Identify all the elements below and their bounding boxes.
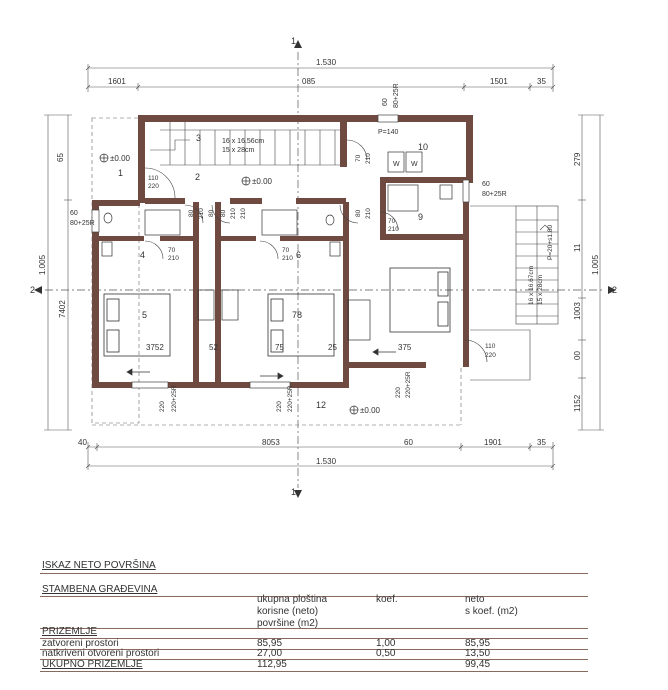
col-header-net-2: s koef. (m2) [465,606,518,617]
room-number-3: 3 [196,133,202,143]
door-label-5a: 80 [355,209,362,217]
wardrobe-5 [198,290,214,320]
stairs-right [470,206,558,380]
room-number-9: 9 [418,212,424,222]
dim-right-1: 279 [573,152,582,166]
dim-bottom-seg2: 8053 [262,438,280,447]
door-label-7a: 70 [355,154,362,162]
dim-bottom-seg3: 60 [404,438,413,447]
stair-top-line2: 15 x 28cm [222,147,255,154]
dim-bottom-seg1: 40 [78,438,87,447]
total-net: 99,45 [465,659,491,670]
table-rule-3 [40,628,588,629]
window-label-4: P=140 [378,129,399,136]
level-1: ±0.00 [110,154,130,163]
door-label-6b: 210 [282,255,293,262]
col-header-area-2: korisne (neto) [257,606,319,617]
window-label-5: 220+25R [171,385,178,412]
toilet-4 [104,213,112,223]
door-label-9a: 70 [388,218,396,225]
dim-bottom-seg4: 1901 [484,438,502,447]
sink-6 [330,242,340,256]
room-number-4: 4 [140,250,146,260]
room-number-78: 78 [292,310,303,320]
sink-9 [440,185,452,199]
door-label-2b: 210 [168,255,179,262]
dimension-lines-top [86,64,555,92]
room-dim-e: 375 [398,343,412,352]
room-number-12: 12 [316,400,327,410]
dim-top-total: 1.530 [316,58,337,67]
dim-right-6: 1152 [573,394,582,412]
window-label-10: 220 [395,387,402,398]
window-label-9: 220+25R [405,371,412,398]
room-number-10: 10 [418,142,429,152]
shower-6 [262,210,297,235]
shower-9 [388,185,418,211]
shower-4 [145,210,180,235]
door-label-10b: 220 [485,352,496,359]
row-1-area: 85,95 [257,638,283,649]
window-label-6: 220 [159,401,166,412]
table-rule-1 [40,573,588,574]
stair-top-line1: 16 x 16.56cm [222,138,265,145]
window-label-7: 220+25R [287,385,294,412]
level-3: ±0.00 [360,406,380,415]
table-rule-7 [40,671,588,672]
table-rule-4 [40,638,588,639]
wardrobe-6 [222,290,238,320]
dim-left-3: 7402 [58,300,67,318]
door-label-1b: 220 [148,183,159,190]
dim-top-seg3: 1501 [490,77,508,86]
door-label-3a: 80 [188,209,195,217]
row-2-label: natkriveni otvoreni prostori [42,648,160,659]
section-label: PRIZEMLJE [42,626,98,637]
window-label-1a: 60 [70,210,78,217]
room-number-1: 1 [118,168,124,178]
dryer-label: W [411,161,418,168]
door-label-6a: 70 [282,247,290,254]
dim-top-seg4: 35 [537,77,546,86]
col-header-net-1: neto [465,594,485,605]
toilet-6 [326,215,334,225]
room-dim-a: 3752 [146,343,164,352]
section-mark-left: 2 [30,285,36,295]
total-label: UKUPNO PRIZEMLJE [42,659,143,670]
table-subtitle: STAMBENA GRAĐEVINA [42,584,158,595]
door-label-3b: 210 [198,208,205,219]
door-label-8a: 80 [208,209,215,217]
door-label-2a: 70 [168,247,176,254]
window-label-2b: 80+25R [482,191,507,198]
row-2-area: 27,00 [257,648,283,659]
area-table [0,555,668,690]
col-header-area-3: površine (m2) [257,618,319,629]
window-label-2a: 60 [482,181,490,188]
row-2-net: 13,50 [465,648,491,659]
window-label-3a: 60 [382,98,389,106]
window-label-3b: 80+25R [393,83,400,108]
dim-top-seg2: 085 [302,77,316,86]
col-header-coef: koef. [376,594,398,605]
dim-bottom-total: 1.530 [316,457,337,466]
stair-right-line1: 16 x 16.67cm [528,265,535,305]
dim-left-1: 65 [56,153,65,162]
total-area: 112,95 [257,659,287,670]
level-2: ±0.00 [252,177,272,186]
window-label-1b: 80+25R [70,220,95,227]
door-label-4a: 80 [220,209,227,217]
window-label-8: 220 [276,401,283,412]
dim-right-5: 00 [573,351,582,360]
row-1-net: 85,95 [465,638,491,649]
room-dim-c: 75 [275,343,284,352]
col-header-area-1: ukupna ploština [257,594,328,605]
stair-right-line2: 15 x 28cm [537,275,544,305]
room-number-2: 2 [195,172,201,182]
dim-bottom-seg5: 35 [537,438,546,447]
room-number-5: 5 [142,310,148,320]
room-dim-d: 25 [328,343,337,352]
door-label-4b: 210 [230,208,237,219]
dim-right-2: 11 [573,243,582,252]
dim-right-4: 1003 [573,302,582,320]
desk-master [348,300,370,340]
door-label-10a: 110 [485,343,496,350]
door-label-7b: 210 [365,153,372,164]
section-mark-top: 1 [291,36,297,46]
row-1-label: zatvoreni prostori [42,638,119,649]
row-1-coef: 1,00 [376,638,396,649]
door-label-8b: 210 [240,208,247,219]
door-label-9b: 210 [388,226,399,233]
stair-right-line3: P=20+s1.80 [547,224,554,260]
section-mark-bottom: 1 [291,487,297,497]
dim-left-2: 1.005 [38,254,47,275]
bed-room-master [390,268,450,332]
washer-label: W [393,161,400,168]
room-number-6: 6 [296,250,302,260]
dim-right-3: 1.005 [591,254,600,275]
row-2-coef: 0,50 [376,648,396,659]
dim-top-seg1: 1601 [108,77,126,86]
table-title: ISKAZ NETO POVRŠINA [42,560,156,571]
section-mark-right: 2 [612,285,618,295]
door-label-5b: 210 [365,208,372,219]
door-label-1a: 110 [148,175,159,182]
room-dim-b: 52 [209,343,218,352]
sink-4 [102,242,112,256]
